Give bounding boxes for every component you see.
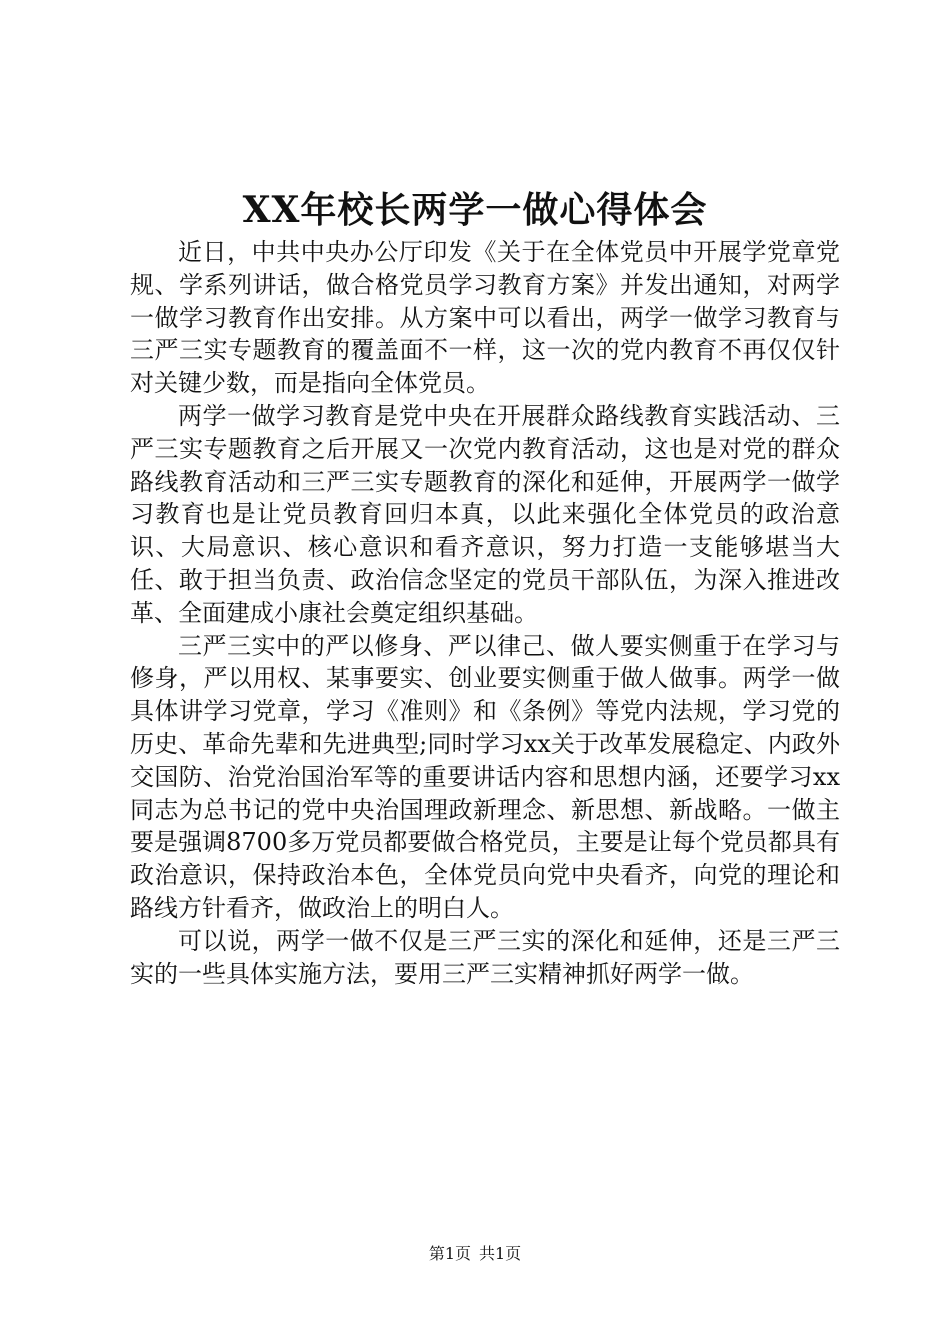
paragraph-2: 两学一做学习教育是党中央在开展群众路线教育实践活动、三严三实专题教育之后开展又一次党内教育活动，这也是对党的群众路线教育活动和三严三实专题教育的深化和延伸，开展两学一做学习教育也是让党员教育回归本真，以此来强化全体党员的政治意识、大局意识、核心意识和看齐意识，努力打造一支能够堪当大任、敢于担当负责、政治信念坚定的党员干部队伍，为深入推进改革、全面建成小康社会奠定组织基础。 [130, 401, 840, 627]
page-total: 共1页 [479, 1244, 522, 1263]
page-footer [0, 1242, 950, 1266]
paragraph-4: 可以说，两学一做不仅是三严三实的深化和延伸，还是三严三实的一些具体实施方法，要用三严三实精神抓好两学一做。 [130, 926, 840, 988]
document-body [130, 236, 840, 990]
paragraph-3: 三严三实中的严以修身、严以律己、做人要实侧重于在学习与修身，严以用权、某事要实、创业要实侧重于做人做事。两学一做具体讲学习党章，学习《准则》和《条例》等党内法规，学习党的历史、革命先辈和先进典型;同时学习xx关于改革发展稳定、内政外交国防、治党治国治军等的重要讲话内容和思想内涵，还要学习xx同志为总书记的党中央治国理政新理念、新思想、新战略。一做主要是强调8700多万党员都要做合格党员，主要是让每个党员都具有政治意识，保持政治本色，全体党员向党中央看齐，向党的理论和路线方针看齐，做政治上的明白人。 [130, 631, 840, 922]
paragraph-1: 近日，中共中央办公厅印发《关于在全体党员中开展学党章党规、学系列讲话，做合格党员学习教育方案》并发出通知，对两学一做学习教育作出安排。从方案中可以看出，两学一做学习教育与三严三实专题教育的覆盖面不一样，这一次的党内教育不再仅仅针对关键少数，而是指向全体党员。 [130, 238, 840, 398]
document-title: XX年校长两学一做心得体会 [242, 189, 708, 231]
page-number: 第1页 [428, 1244, 471, 1263]
